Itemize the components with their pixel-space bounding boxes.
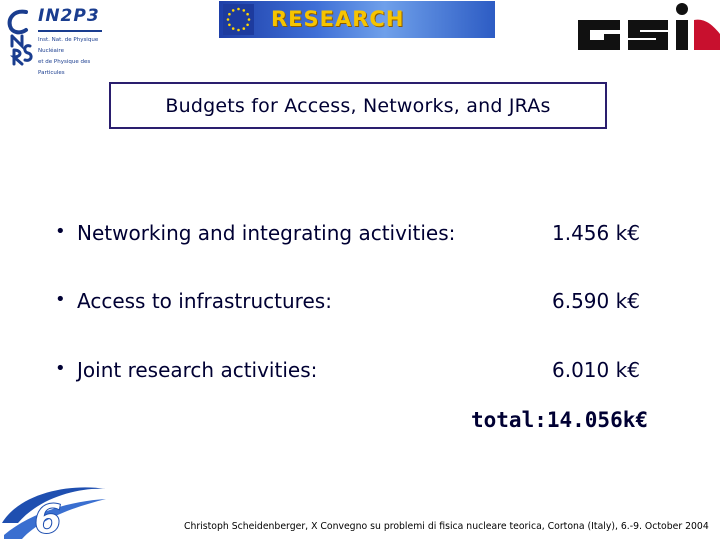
logo-rule [38, 30, 102, 32]
eu-research-logo [219, 1, 495, 38]
item-value: 1.456 k€ [552, 221, 640, 245]
item-value: 6.590 k€ [552, 289, 640, 313]
list-item [55, 221, 675, 251]
in2p3-subtitle-line2: et de Physique des Particules [38, 59, 91, 76]
list-item [55, 289, 675, 319]
item-label: Access to infrastructures: [77, 289, 332, 313]
budget-total: total:14.056k€ [471, 408, 649, 432]
list-item [55, 358, 675, 388]
gsi-logo [576, 0, 720, 52]
bullet-icon: • [55, 289, 66, 310]
slide-title: Budgets for Access, Networks, and JRAs [165, 94, 551, 117]
slide-title-box [109, 82, 607, 129]
cnrs-in2p3-logo [2, 2, 110, 76]
footer-credit: Christoph Scheidenberger, X Convegno su problemi di fisica nucleare teorica, Cortona (Italy), 6.-9. October 2004 [184, 521, 709, 532]
bullet-icon: • [55, 221, 66, 242]
in2p3-subtitle [38, 35, 108, 79]
in2p3-subtitle-line1: Inst. Nat. de Physique Nucléaire [38, 37, 99, 54]
fp6-logo [0, 483, 108, 540]
cnrs-mark-icon [4, 6, 34, 68]
research-wordmark: RESEARCH [271, 7, 405, 31]
item-label: Networking and integrating activities: [77, 221, 456, 245]
item-value: 6.010 k€ [552, 358, 640, 382]
item-label: Joint research activities: [77, 358, 318, 382]
fp6-number: 6 [34, 497, 62, 540]
eu-flag-icon [223, 4, 254, 35]
bullet-icon: • [55, 358, 66, 379]
in2p3-brand: IN2P3 [38, 6, 100, 26]
